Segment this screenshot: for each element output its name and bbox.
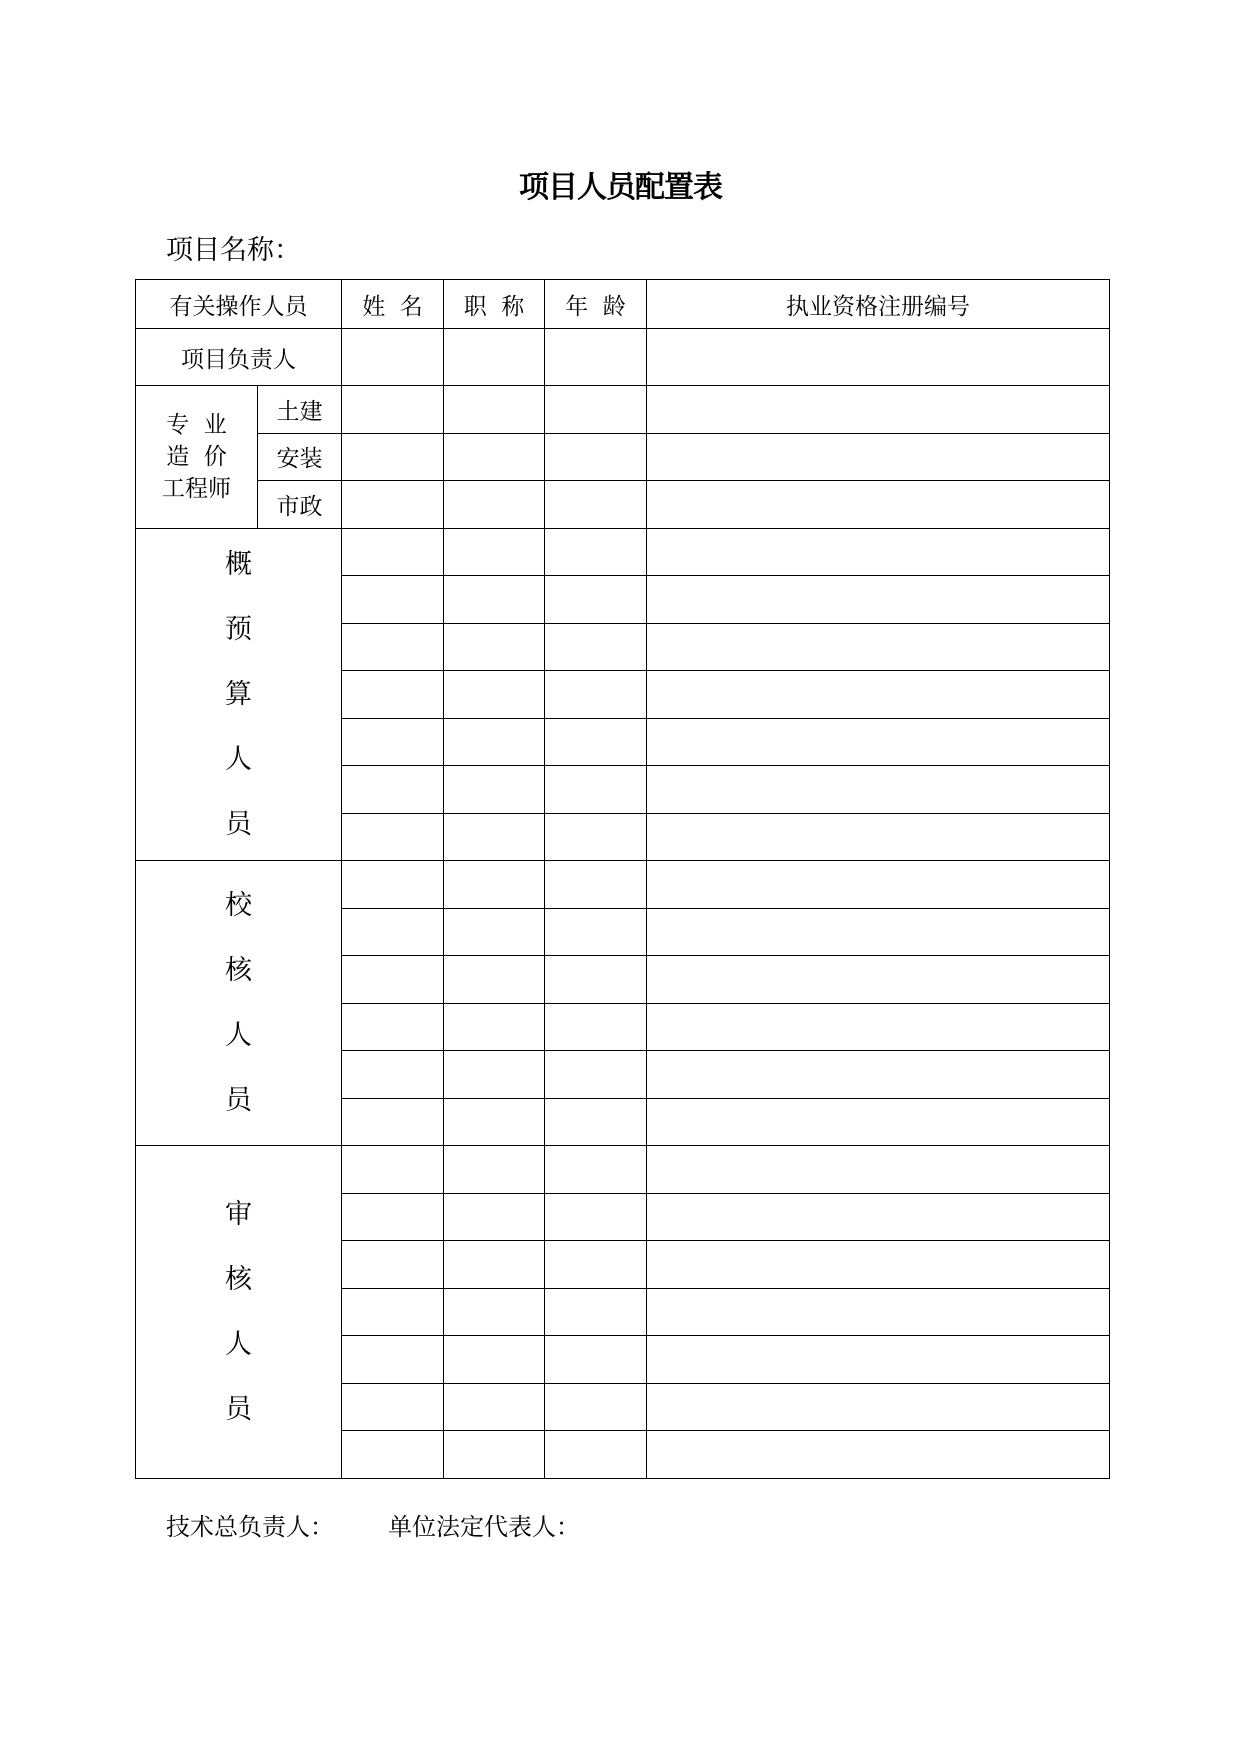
license-cell[interactable] (647, 1431, 1110, 1479)
name-cell[interactable] (342, 813, 444, 861)
cost-engineer-line3: 工程师 (162, 475, 231, 502)
age-cell[interactable] (545, 481, 647, 529)
reviewers-char: 员 (225, 1393, 252, 1425)
name-cell[interactable] (342, 481, 444, 529)
license-cell[interactable] (647, 1336, 1110, 1384)
age-cell[interactable] (545, 1383, 647, 1431)
estimators-char: 概 (225, 548, 252, 580)
license-cell[interactable] (647, 1003, 1110, 1051)
license-cell[interactable] (647, 1241, 1110, 1289)
reviewers-char: 核 (225, 1263, 252, 1295)
title-cell[interactable] (444, 1383, 545, 1431)
checkers-char: 校 (225, 890, 252, 921)
name-cell[interactable] (342, 386, 444, 434)
license-cell[interactable] (647, 766, 1110, 814)
footer-signatures (166, 1507, 580, 1542)
cost-engineer-label (136, 386, 258, 529)
title-cell[interactable] (444, 861, 545, 909)
license-cell[interactable] (647, 576, 1110, 624)
name-cell[interactable] (342, 671, 444, 719)
title-cell[interactable] (444, 481, 545, 529)
specialty-label: 市政 (258, 481, 342, 529)
header-row (136, 280, 1110, 329)
age-cell[interactable] (545, 671, 647, 719)
title-cell[interactable] (444, 576, 545, 624)
license-cell[interactable] (647, 1383, 1110, 1431)
age-cell[interactable] (545, 813, 647, 861)
name-cell[interactable] (342, 1383, 444, 1431)
title-cell[interactable] (444, 671, 545, 719)
name-cell[interactable] (342, 861, 444, 909)
age-cell[interactable] (545, 1193, 647, 1241)
specialty-label: 安装 (258, 433, 342, 481)
age-cell[interactable] (545, 329, 647, 386)
estimators-char: 算 (225, 678, 252, 710)
header-title: 职 称 (444, 280, 545, 329)
title-cell[interactable] (444, 766, 545, 814)
title-cell[interactable] (444, 956, 545, 1004)
project-lead-label: 项目负责人 (136, 329, 342, 386)
age-cell[interactable] (545, 861, 647, 909)
header-age: 年 龄 (545, 280, 647, 329)
age-cell[interactable] (545, 956, 647, 1004)
name-cell[interactable] (342, 1431, 444, 1479)
page-title: 项目人员配置表 (519, 170, 722, 205)
age-cell[interactable] (545, 1051, 647, 1099)
reviewer-row (136, 1146, 1110, 1194)
tech-lead-label: 技术总负责人： (166, 1513, 334, 1541)
title-cell[interactable] (444, 433, 545, 481)
license-cell[interactable] (647, 481, 1110, 529)
license-cell[interactable] (647, 1098, 1110, 1146)
title-cell[interactable] (444, 1146, 545, 1194)
name-cell[interactable] (342, 623, 444, 671)
name-cell[interactable] (342, 956, 444, 1004)
legal-rep-label: 单位法定代表人： (388, 1513, 580, 1541)
age-cell[interactable] (545, 718, 647, 766)
license-cell[interactable] (647, 813, 1110, 861)
estimators-char: 预 (225, 613, 252, 645)
license-cell[interactable] (647, 1288, 1110, 1336)
header-license-no: 执业资格注册编号 (647, 280, 1110, 329)
name-cell[interactable] (342, 1098, 444, 1146)
staff-table (135, 279, 1110, 1479)
title-cell[interactable] (444, 908, 545, 956)
age-cell[interactable] (545, 1003, 647, 1051)
title-cell[interactable] (444, 528, 545, 576)
project-lead-row (136, 329, 1110, 386)
license-cell[interactable] (647, 528, 1110, 576)
license-cell[interactable] (647, 908, 1110, 956)
title-cell[interactable] (444, 718, 545, 766)
title-cell[interactable] (444, 1051, 545, 1099)
age-cell[interactable] (545, 1288, 647, 1336)
license-cell[interactable] (647, 623, 1110, 671)
name-cell[interactable] (342, 1146, 444, 1194)
title-cell[interactable] (444, 1241, 545, 1289)
estimator-row (136, 528, 1110, 576)
name-cell[interactable] (342, 329, 444, 386)
name-cell[interactable] (342, 1193, 444, 1241)
title-cell[interactable] (444, 329, 545, 386)
cost-engineer-row (136, 481, 1110, 529)
license-cell[interactable] (647, 386, 1110, 434)
age-cell[interactable] (545, 1431, 647, 1479)
specialty-label: 土建 (258, 386, 342, 434)
name-cell[interactable] (342, 528, 444, 576)
reviewers-label (136, 1146, 342, 1479)
age-cell[interactable] (545, 386, 647, 434)
title-cell[interactable] (444, 1098, 545, 1146)
age-cell[interactable] (545, 528, 647, 576)
reviewers-char: 人 (225, 1328, 252, 1360)
title-cell[interactable] (444, 1193, 545, 1241)
license-cell[interactable] (647, 671, 1110, 719)
title-cell[interactable] (444, 1431, 545, 1479)
checkers-char: 员 (225, 1085, 252, 1116)
name-cell[interactable] (342, 1003, 444, 1051)
age-cell[interactable] (545, 1098, 647, 1146)
age-cell[interactable] (545, 1146, 647, 1194)
title-cell[interactable] (444, 386, 545, 434)
checkers-char: 人 (225, 1020, 252, 1051)
name-cell[interactable] (342, 766, 444, 814)
name-cell[interactable] (342, 576, 444, 624)
cost-engineer-line1: 专 业 (166, 411, 227, 438)
checker-row (136, 861, 1110, 909)
name-cell[interactable] (342, 1051, 444, 1099)
checkers-label (136, 861, 342, 1146)
license-cell[interactable] (647, 1146, 1110, 1194)
header-personnel: 有关操作人员 (136, 280, 342, 329)
name-cell[interactable] (342, 433, 444, 481)
license-cell[interactable] (647, 1051, 1110, 1099)
license-cell[interactable] (647, 433, 1110, 481)
name-cell[interactable] (342, 1336, 444, 1384)
title-cell[interactable] (444, 1003, 545, 1051)
license-cell[interactable] (647, 956, 1110, 1004)
title-cell[interactable] (444, 813, 545, 861)
age-cell[interactable] (545, 623, 647, 671)
estimators-char: 人 (225, 743, 252, 775)
name-cell[interactable] (342, 718, 444, 766)
age-cell[interactable] (545, 766, 647, 814)
header-name: 姓 名 (342, 280, 444, 329)
age-cell[interactable] (545, 1241, 647, 1289)
license-cell[interactable] (647, 1193, 1110, 1241)
license-cell[interactable] (647, 718, 1110, 766)
project-name-label: 项目名称： (166, 235, 301, 266)
license-cell[interactable] (647, 329, 1110, 386)
cost-engineer-row (136, 433, 1110, 481)
cost-engineer-row (136, 386, 1110, 434)
title-cell[interactable] (444, 1288, 545, 1336)
reviewers-char: 审 (225, 1198, 252, 1230)
title-cell[interactable] (444, 1336, 545, 1384)
license-cell[interactable] (647, 861, 1110, 909)
estimators-label (136, 528, 342, 861)
cost-engineer-line2: 造 价 (166, 443, 227, 470)
checkers-char: 核 (225, 955, 252, 986)
age-cell[interactable] (545, 433, 647, 481)
age-cell[interactable] (545, 908, 647, 956)
age-cell[interactable] (545, 1336, 647, 1384)
estimators-char: 员 (225, 808, 252, 840)
name-cell[interactable] (342, 908, 444, 956)
age-cell[interactable] (545, 576, 647, 624)
name-cell[interactable] (342, 1241, 444, 1289)
name-cell[interactable] (342, 1288, 444, 1336)
title-cell[interactable] (444, 623, 545, 671)
